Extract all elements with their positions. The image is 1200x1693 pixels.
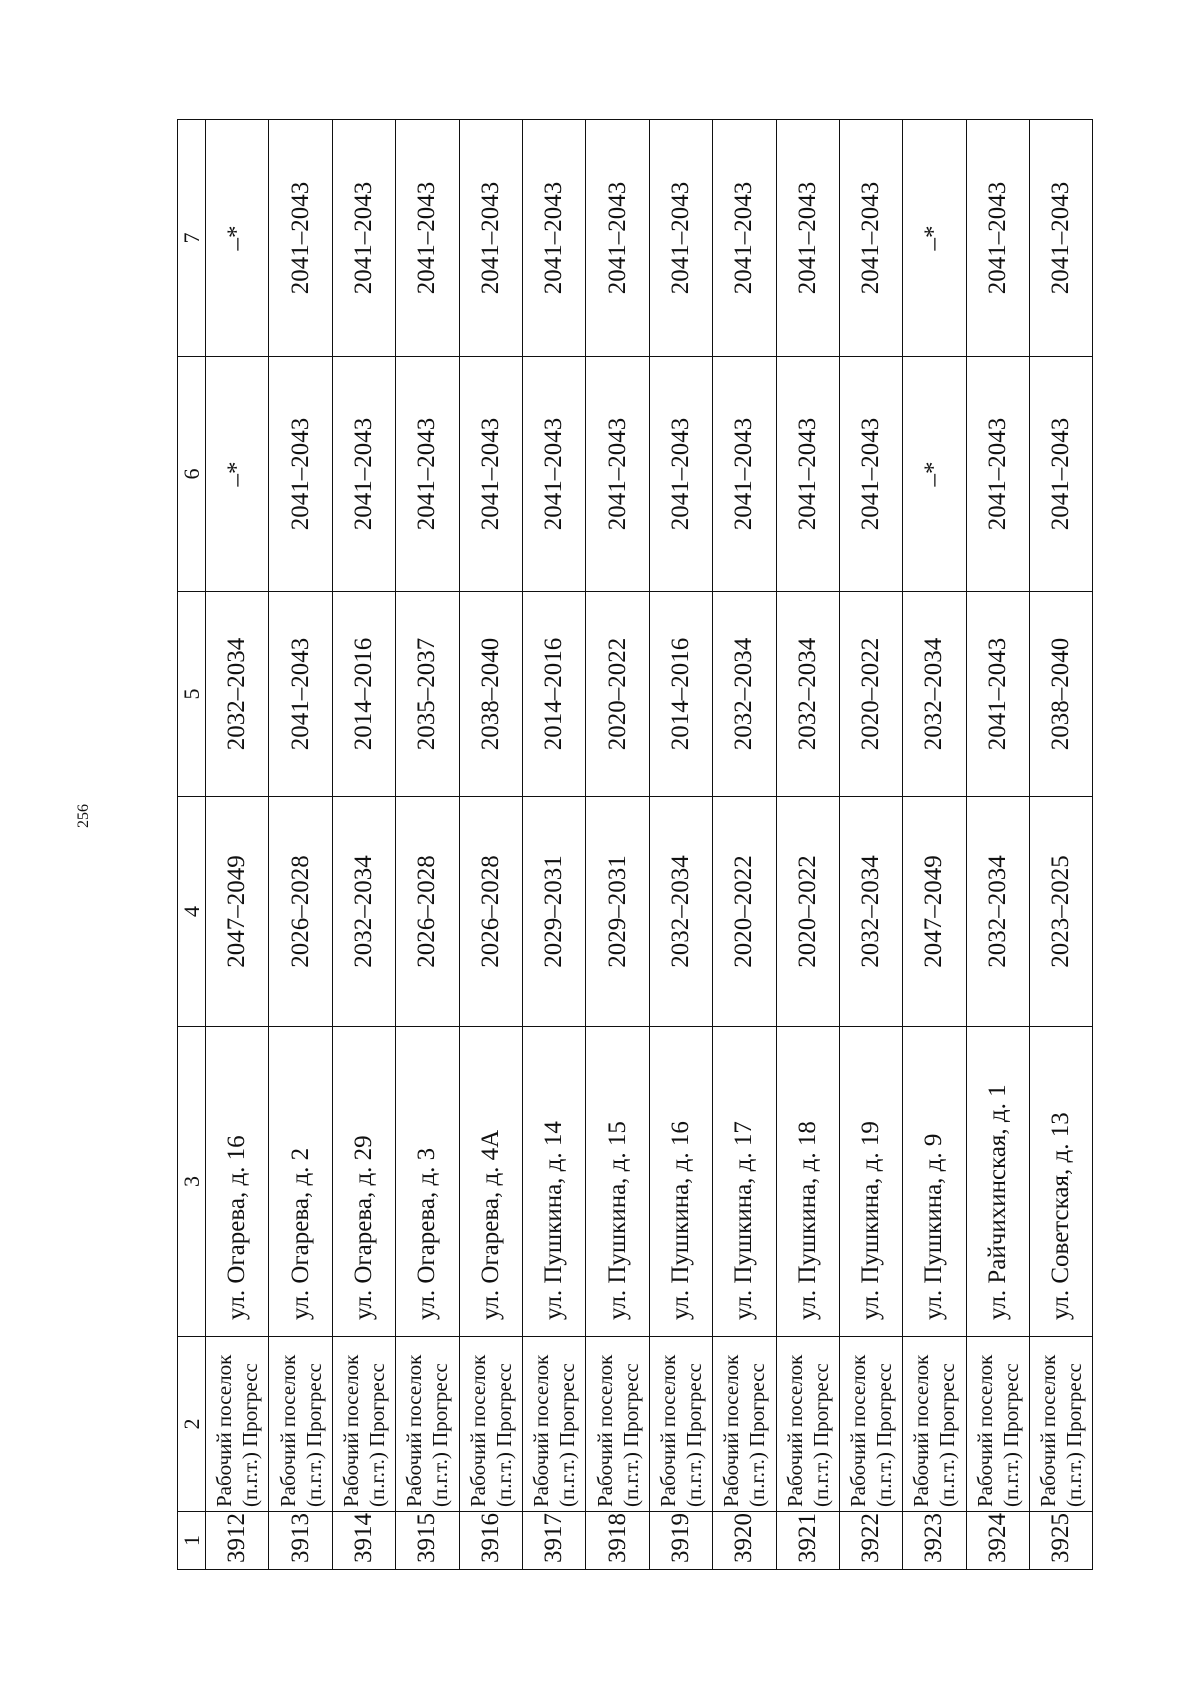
- row-number-cell: 3922: [839, 1512, 902, 1570]
- page-number: 256: [75, 804, 92, 828]
- address-cell: ул. Советская, д. 13: [1030, 1027, 1093, 1337]
- address-cell: ул. Огарева, д. 2: [269, 1027, 332, 1337]
- column-header-5: 5: [178, 592, 206, 797]
- period-col7-cell: 2041–2043: [522, 120, 585, 357]
- table-row: [776, 120, 839, 1570]
- period-col6-cell: 2041–2043: [522, 357, 585, 592]
- address-cell: ул. Пушкина, д. 14: [522, 1027, 585, 1337]
- address-cell: ул. Пушкина, д. 17: [713, 1027, 776, 1337]
- table-row: [459, 120, 522, 1570]
- row-number-cell: 3918: [586, 1512, 649, 1570]
- period-col4-cell: 2032–2034: [332, 797, 395, 1027]
- period-col4-cell: 2029–2031: [586, 797, 649, 1027]
- period-col4-cell: 2029–2031: [522, 797, 585, 1027]
- period-col6-cell: 2041–2043: [332, 357, 395, 592]
- address-cell: ул. Пушкина, д. 19: [839, 1027, 902, 1337]
- period-col7-cell: 2041–2043: [713, 120, 776, 357]
- address-cell: ул. Пушкина, д. 18: [776, 1027, 839, 1337]
- period-col5-cell: 2032–2034: [713, 592, 776, 797]
- row-number-cell: 3916: [459, 1512, 522, 1570]
- period-col5-cell: 2038–2040: [459, 592, 522, 797]
- period-col6-cell: 2041–2043: [776, 357, 839, 592]
- period-col7-cell: 2041–2043: [269, 120, 332, 357]
- table-row: [332, 120, 395, 1570]
- row-number-cell: 3925: [1030, 1512, 1093, 1570]
- period-col5-cell: 2035–2037: [396, 592, 459, 797]
- table-row: [713, 120, 776, 1570]
- period-col4-cell: 2047–2049: [206, 797, 269, 1027]
- period-col4-cell: 2032–2034: [966, 797, 1029, 1027]
- period-col5-cell: 2038–2040: [1030, 592, 1093, 797]
- settlement-cell: Рабочий поселок (п.г.т.) Прогресс: [903, 1337, 966, 1512]
- period-col6-cell: 2041–2043: [649, 357, 712, 592]
- header-row: [178, 120, 206, 1570]
- table-header: [178, 120, 206, 1570]
- settlement-cell: Рабочий поселок (п.г.т.) Прогресс: [649, 1337, 712, 1512]
- period-col7-cell: –*: [206, 120, 269, 357]
- period-col7-cell: 2041–2043: [649, 120, 712, 357]
- settlement-cell: Рабочий поселок (п.г.т.) Прогресс: [1030, 1337, 1093, 1512]
- period-col4-cell: 2032–2034: [839, 797, 902, 1027]
- period-col6-cell: 2041–2043: [966, 357, 1029, 592]
- column-header-7: 7: [178, 120, 206, 357]
- period-col7-cell: –*: [903, 120, 966, 357]
- settlement-cell: Рабочий поселок (п.г.т.) Прогресс: [839, 1337, 902, 1512]
- period-col7-cell: 2041–2043: [332, 120, 395, 357]
- table-body: [206, 120, 1093, 1570]
- column-header-6: 6: [178, 357, 206, 592]
- table-row: [1030, 120, 1093, 1570]
- period-col4-cell: 2026–2028: [459, 797, 522, 1027]
- table-row: [839, 120, 902, 1570]
- period-col6-cell: 2041–2043: [1030, 357, 1093, 592]
- period-col5-cell: 2014–2016: [649, 592, 712, 797]
- table-row: [649, 120, 712, 1570]
- period-col7-cell: 2041–2043: [776, 120, 839, 357]
- period-col6-cell: –*: [903, 357, 966, 592]
- period-col7-cell: 2041–2043: [586, 120, 649, 357]
- column-header-3: 3: [178, 1027, 206, 1337]
- row-number-cell: 3915: [396, 1512, 459, 1570]
- address-cell: ул. Пушкина, д. 9: [903, 1027, 966, 1337]
- address-cell: ул. Огарева, д. 3: [396, 1027, 459, 1337]
- table-row: [966, 120, 1029, 1570]
- settlement-cell: Рабочий поселок (п.г.т.) Прогресс: [586, 1337, 649, 1512]
- period-col6-cell: 2041–2043: [269, 357, 332, 592]
- row-number-cell: 3912: [206, 1512, 269, 1570]
- column-header-2: 2: [178, 1337, 206, 1512]
- settlement-cell: Рабочий поселок (п.г.т.) Прогресс: [459, 1337, 522, 1512]
- period-col5-cell: 2032–2034: [776, 592, 839, 797]
- column-header-1: 1: [178, 1512, 206, 1570]
- period-col5-cell: 2020–2022: [839, 592, 902, 797]
- period-col6-cell: 2041–2043: [396, 357, 459, 592]
- period-col4-cell: 2026–2028: [269, 797, 332, 1027]
- row-number-cell: 3923: [903, 1512, 966, 1570]
- address-cell: ул. Пушкина, д. 16: [649, 1027, 712, 1337]
- column-header-4: 4: [178, 797, 206, 1027]
- row-number-cell: 3920: [713, 1512, 776, 1570]
- period-col4-cell: 2023–2025: [1030, 797, 1093, 1027]
- period-col5-cell: 2032–2034: [206, 592, 269, 797]
- address-cell: ул. Пушкина, д. 15: [586, 1027, 649, 1337]
- period-col6-cell: 2041–2043: [459, 357, 522, 592]
- table-row: [206, 120, 269, 1570]
- settlement-cell: Рабочий поселок (п.г.т.) Прогресс: [269, 1337, 332, 1512]
- period-col5-cell: 2041–2043: [269, 592, 332, 797]
- period-col5-cell: 2014–2016: [522, 592, 585, 797]
- table-row: [396, 120, 459, 1570]
- period-col6-cell: 2041–2043: [839, 357, 902, 592]
- settlement-cell: Рабочий поселок (п.г.т.) Прогресс: [713, 1337, 776, 1512]
- schedule-table-container: [177, 120, 1097, 1570]
- period-col7-cell: 2041–2043: [396, 120, 459, 357]
- period-col4-cell: 2026–2028: [396, 797, 459, 1027]
- row-number-cell: 3919: [649, 1512, 712, 1570]
- period-col7-cell: 2041–2043: [839, 120, 902, 357]
- period-col5-cell: 2032–2034: [903, 592, 966, 797]
- address-cell: ул. Райчихинская, д. 1: [966, 1027, 1029, 1337]
- period-col5-cell: 2041–2043: [966, 592, 1029, 797]
- settlement-cell: Рабочий поселок (п.г.т.) Прогресс: [966, 1337, 1029, 1512]
- period-col5-cell: 2020–2022: [586, 592, 649, 797]
- settlement-cell: Рабочий поселок (п.г.т.) Прогресс: [206, 1337, 269, 1512]
- settlement-cell: Рабочий поселок (п.г.т.) Прогресс: [396, 1337, 459, 1512]
- table-row: [522, 120, 585, 1570]
- period-col4-cell: 2032–2034: [649, 797, 712, 1027]
- row-number-cell: 3917: [522, 1512, 585, 1570]
- schedule-table: [177, 119, 1093, 1570]
- period-col5-cell: 2014–2016: [332, 592, 395, 797]
- period-col7-cell: 2041–2043: [1030, 120, 1093, 357]
- settlement-cell: Рабочий поселок (п.г.т.) Прогресс: [522, 1337, 585, 1512]
- settlement-cell: Рабочий поселок (п.г.т.) Прогресс: [332, 1337, 395, 1512]
- period-col4-cell: 2020–2022: [713, 797, 776, 1027]
- period-col4-cell: 2047–2049: [903, 797, 966, 1027]
- row-number-cell: 3914: [332, 1512, 395, 1570]
- row-number-cell: 3913: [269, 1512, 332, 1570]
- table-row: [269, 120, 332, 1570]
- period-col6-cell: 2041–2043: [713, 357, 776, 592]
- period-col7-cell: 2041–2043: [966, 120, 1029, 357]
- settlement-cell: Рабочий поселок (п.г.т.) Прогресс: [776, 1337, 839, 1512]
- address-cell: ул. Огарева, д. 16: [206, 1027, 269, 1337]
- row-number-cell: 3921: [776, 1512, 839, 1570]
- period-col6-cell: –*: [206, 357, 269, 592]
- period-col4-cell: 2020–2022: [776, 797, 839, 1027]
- period-col6-cell: 2041–2043: [586, 357, 649, 592]
- address-cell: ул. Огарева, д. 4А: [459, 1027, 522, 1337]
- address-cell: ул. Огарева, д. 29: [332, 1027, 395, 1337]
- row-number-cell: 3924: [966, 1512, 1029, 1570]
- period-col7-cell: 2041–2043: [459, 120, 522, 357]
- table-row: [903, 120, 966, 1570]
- table-row: [586, 120, 649, 1570]
